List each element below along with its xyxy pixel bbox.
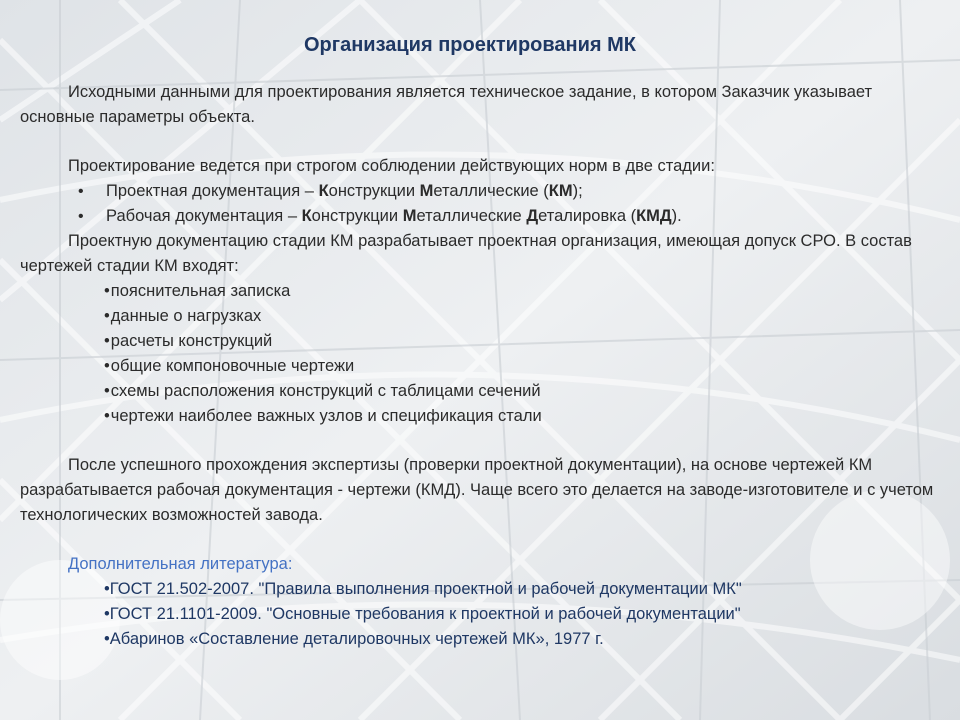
- bullet-icon: •: [104, 605, 110, 623]
- literature-item: •Абаринов «Составление деталировочных чертежей МК», 1977 г.: [104, 630, 604, 648]
- bullet-icon: •: [104, 332, 110, 350]
- km-list-item: •пояснительная записка: [104, 282, 291, 300]
- bullet-icon: •: [104, 407, 110, 425]
- literature-heading: Дополнительная литература:: [68, 555, 293, 573]
- literature-item: •ГОСТ 21.1101-2009. "Основные требования к проектной и рабочей документации": [104, 605, 741, 623]
- km-list-item: •схемы расположения конструкций с таблицами сечений: [104, 382, 541, 400]
- bullet-icon: •: [104, 580, 110, 598]
- km-list-item: •расчеты конструкций: [104, 332, 273, 350]
- bullet-icon: •: [78, 208, 84, 225]
- bullet-icon: •: [104, 282, 110, 300]
- paragraph-kmd: После успешного прохождения экспертизы (проверки проектной документации), на основе чертежей КМ разрабатывается рабочая документация - чертежи (КМД). Чаще всего это делается на заводе-изготовителе и с учетом технологических возможностей завода.: [20, 456, 934, 524]
- bullet-icon: •: [104, 357, 110, 375]
- km-list-item: •общие компоновочные чертежи: [104, 357, 355, 375]
- bullet-icon: •: [104, 630, 110, 648]
- km-list-item: •чертежи наиболее важных узлов и спецификация стали: [104, 407, 542, 425]
- slide-body: [20, 80, 940, 652]
- stage-item-kmd: • Рабочая документация – Конструкции Металлические Деталировка (КМД).: [20, 204, 940, 229]
- bullet-icon: •: [78, 183, 84, 200]
- slide-title: Организация проектирования МК: [303, 34, 636, 56]
- stage-item-km: • Проектная документация – Конструкции Металлические (КМ);: [20, 179, 940, 204]
- bullet-icon: •: [104, 382, 110, 400]
- bullet-icon: •: [104, 307, 110, 325]
- km-list-item: •данные о нагрузках: [104, 307, 262, 325]
- paragraph-stages-intro: Проектирование ведется при строгом соблюдении действующих норм в две стадии:: [68, 157, 715, 175]
- paragraph-initial-data: Исходными данными для проектирования является техническое задание, в котором Заказчик указывает основные параметры объекта.: [20, 83, 873, 126]
- paragraph-km-organization: Проектную документацию стадии КМ разрабатывает проектная организация, имеющая допуск СРО. В состав чертежей стадии КМ входят:: [20, 232, 912, 275]
- literature-item: •ГОСТ 21.502-2007. "Правила выполнения проектной и рабочей документации МК": [104, 580, 742, 598]
